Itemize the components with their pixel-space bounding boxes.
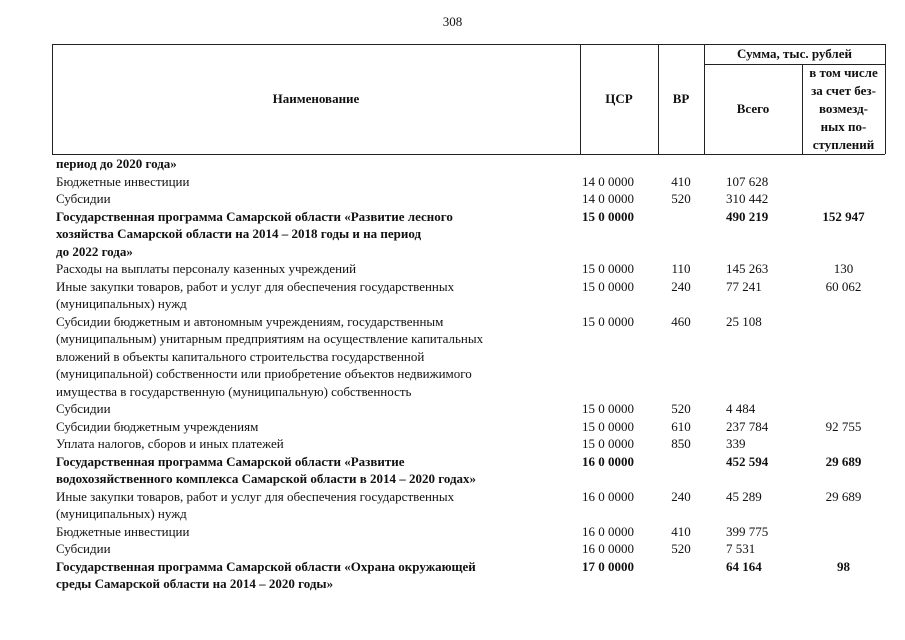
cell-name-line: (муниципальной) собственности или приобретение объектов недвижимого bbox=[56, 366, 472, 381]
cell-grants: 152 947 bbox=[822, 208, 865, 224]
cell-name bbox=[52, 260, 580, 278]
cell-csr: 15 0 0000 bbox=[582, 278, 634, 294]
header-name: Наименование bbox=[272, 91, 360, 106]
cell-name-line: Бюджетные инвестиции bbox=[56, 523, 190, 539]
cell-name-line: Субсидии bbox=[56, 541, 111, 556]
cell-vr: 460 bbox=[671, 313, 691, 329]
cell-name bbox=[52, 313, 580, 401]
cell-grants: 29 689 bbox=[825, 488, 862, 504]
cell-name-line: Субсидии бюджетным и автономным учреждениям, государственным bbox=[56, 313, 444, 329]
cell-csr: 15 0 0000 bbox=[582, 418, 634, 434]
header-grants bbox=[802, 64, 885, 154]
table-header bbox=[52, 44, 885, 154]
cell-vr: 110 bbox=[671, 261, 691, 276]
cell-name-line: среды Самарской области на 2014 – 2020 годы» bbox=[56, 576, 334, 591]
cell-csr: 15 0 0000 bbox=[582, 436, 634, 451]
table-row bbox=[52, 155, 885, 173]
header-grants-line: в том числе bbox=[809, 65, 878, 80]
table-row bbox=[52, 313, 885, 401]
table-row bbox=[52, 418, 885, 436]
table-row bbox=[52, 523, 885, 541]
cell-total: 64 164 bbox=[726, 558, 762, 574]
table-row bbox=[52, 400, 885, 418]
table-row bbox=[52, 190, 885, 208]
cell-total: 399 775 bbox=[726, 523, 769, 539]
table-row bbox=[52, 540, 885, 558]
cell-name-line: Бюджетные инвестиции bbox=[56, 173, 190, 189]
cell-name-line: (муниципальным) унитарным предприятиям на осуществление капитальных bbox=[56, 331, 484, 346]
cell-name-line: Субсидии bbox=[56, 401, 111, 416]
cell-csr: 14 0 0000 bbox=[582, 191, 634, 206]
cell-name-line: Государственная программа Самарской области «Развитие лесного bbox=[56, 208, 453, 224]
cell-name bbox=[52, 190, 580, 208]
cell-csr: 16 0 0000 bbox=[582, 541, 634, 556]
cell-name bbox=[52, 540, 580, 558]
cell-name-line: Иные закупки товаров, работ и услуг для обеспечения государственных bbox=[56, 488, 455, 504]
cell-vr: 240 bbox=[671, 488, 691, 504]
cell-total: 77 241 bbox=[726, 278, 762, 294]
cell-total: 145 263 bbox=[726, 261, 769, 276]
cell-total: 490 219 bbox=[726, 208, 769, 224]
cell-csr: 17 0 0000 bbox=[582, 558, 634, 574]
cell-name bbox=[52, 558, 580, 593]
header-sum-group: Сумма, тыс. рублей bbox=[737, 46, 852, 61]
table-row bbox=[52, 260, 885, 278]
cell-total: 107 628 bbox=[726, 173, 769, 189]
table-row bbox=[52, 208, 885, 261]
cell-total: 25 108 bbox=[726, 313, 762, 329]
table-row bbox=[52, 173, 885, 191]
header-grants-line: ных по- bbox=[820, 119, 867, 134]
cell-name bbox=[52, 453, 580, 488]
cell-name bbox=[52, 278, 580, 313]
cell-grants: 29 689 bbox=[825, 453, 862, 469]
cell-name-line: хозяйства Самарской области на 2014 – 2018 годы и на период bbox=[56, 226, 422, 241]
page-number: 308 bbox=[442, 14, 463, 29]
cell-total: 310 442 bbox=[726, 191, 769, 206]
cell-csr: 14 0 0000 bbox=[582, 173, 634, 189]
cell-name bbox=[52, 523, 580, 541]
cell-name-line: Расходы на выплаты персоналу казенных учреждений bbox=[56, 261, 357, 276]
header-vr: ВР bbox=[672, 91, 690, 106]
cell-vr: 850 bbox=[671, 436, 691, 451]
cell-name bbox=[52, 418, 580, 436]
cell-total: 237 784 bbox=[726, 418, 769, 434]
cell-vr: 520 bbox=[671, 191, 691, 206]
cell-vr: 520 bbox=[671, 541, 691, 556]
cell-vr: 240 bbox=[671, 278, 691, 294]
header-grants-line: ступлений bbox=[812, 137, 875, 152]
table-row bbox=[52, 278, 885, 313]
cell-name-line: Субсидии бюджетным учреждениям bbox=[56, 418, 259, 434]
cell-name bbox=[52, 173, 580, 191]
cell-total: 7 531 bbox=[726, 541, 756, 556]
table-row bbox=[52, 453, 885, 488]
cell-total: 4 484 bbox=[726, 401, 756, 416]
cell-csr: 16 0 0000 bbox=[582, 523, 634, 539]
cell-name-line: Государственная программа Самарской области «Охрана окружающей bbox=[56, 558, 476, 574]
cell-name bbox=[52, 488, 580, 523]
table-row bbox=[52, 488, 885, 523]
table-row bbox=[52, 558, 885, 593]
cell-grants: 130 bbox=[833, 261, 854, 276]
cell-name-line: период до 2020 года» bbox=[56, 156, 177, 171]
cell-name-line: (муниципальных) нужд bbox=[56, 506, 187, 521]
header-grants-line: за счет без- bbox=[811, 83, 876, 98]
header-grants-line: возмезд- bbox=[819, 101, 868, 116]
cell-grants: 60 062 bbox=[825, 278, 862, 294]
cell-csr: 15 0 0000 bbox=[582, 313, 634, 329]
cell-name bbox=[52, 400, 580, 418]
cell-name-line: водохозяйственного комплекса Самарской области в 2014 – 2020 годах» bbox=[56, 471, 477, 486]
header-csr: ЦСР bbox=[605, 91, 633, 106]
cell-name-line: Государственная программа Самарской области «Развитие bbox=[56, 453, 405, 469]
cell-vr: 610 bbox=[671, 418, 691, 434]
cell-total: 45 289 bbox=[726, 488, 762, 504]
cell-csr: 15 0 0000 bbox=[582, 261, 634, 276]
cell-name-line: Уплата налогов, сборов и иных платежей bbox=[56, 436, 284, 451]
cell-csr: 15 0 0000 bbox=[582, 401, 634, 416]
cell-name bbox=[52, 208, 580, 261]
cell-csr: 15 0 0000 bbox=[582, 208, 634, 224]
cell-name-line: имущества в государственную (муниципальную) собственность bbox=[56, 383, 412, 399]
header-total: Всего bbox=[736, 101, 770, 116]
cell-name-line: вложений в объекты капитального строительства государственной bbox=[56, 348, 425, 364]
cell-vr: 410 bbox=[671, 523, 691, 539]
table-body bbox=[52, 155, 885, 593]
cell-name bbox=[52, 155, 580, 173]
cell-vr: 410 bbox=[671, 173, 691, 189]
cell-vr: 520 bbox=[671, 401, 691, 416]
cell-total: 339 bbox=[726, 436, 746, 451]
cell-name-line: Иные закупки товаров, работ и услуг для обеспечения государственных bbox=[56, 278, 455, 294]
cell-name-line: до 2022 года» bbox=[56, 243, 133, 259]
cell-total: 452 594 bbox=[726, 453, 769, 469]
table-row bbox=[52, 435, 885, 453]
cell-name bbox=[52, 435, 580, 453]
cell-csr: 16 0 0000 bbox=[582, 453, 634, 469]
cell-grants: 98 bbox=[837, 558, 850, 574]
cell-grants: 92 755 bbox=[825, 418, 862, 434]
cell-name-line: Субсидии bbox=[56, 191, 111, 206]
cell-name-line: (муниципальных) нужд bbox=[56, 296, 187, 311]
cell-csr: 16 0 0000 bbox=[582, 488, 634, 504]
